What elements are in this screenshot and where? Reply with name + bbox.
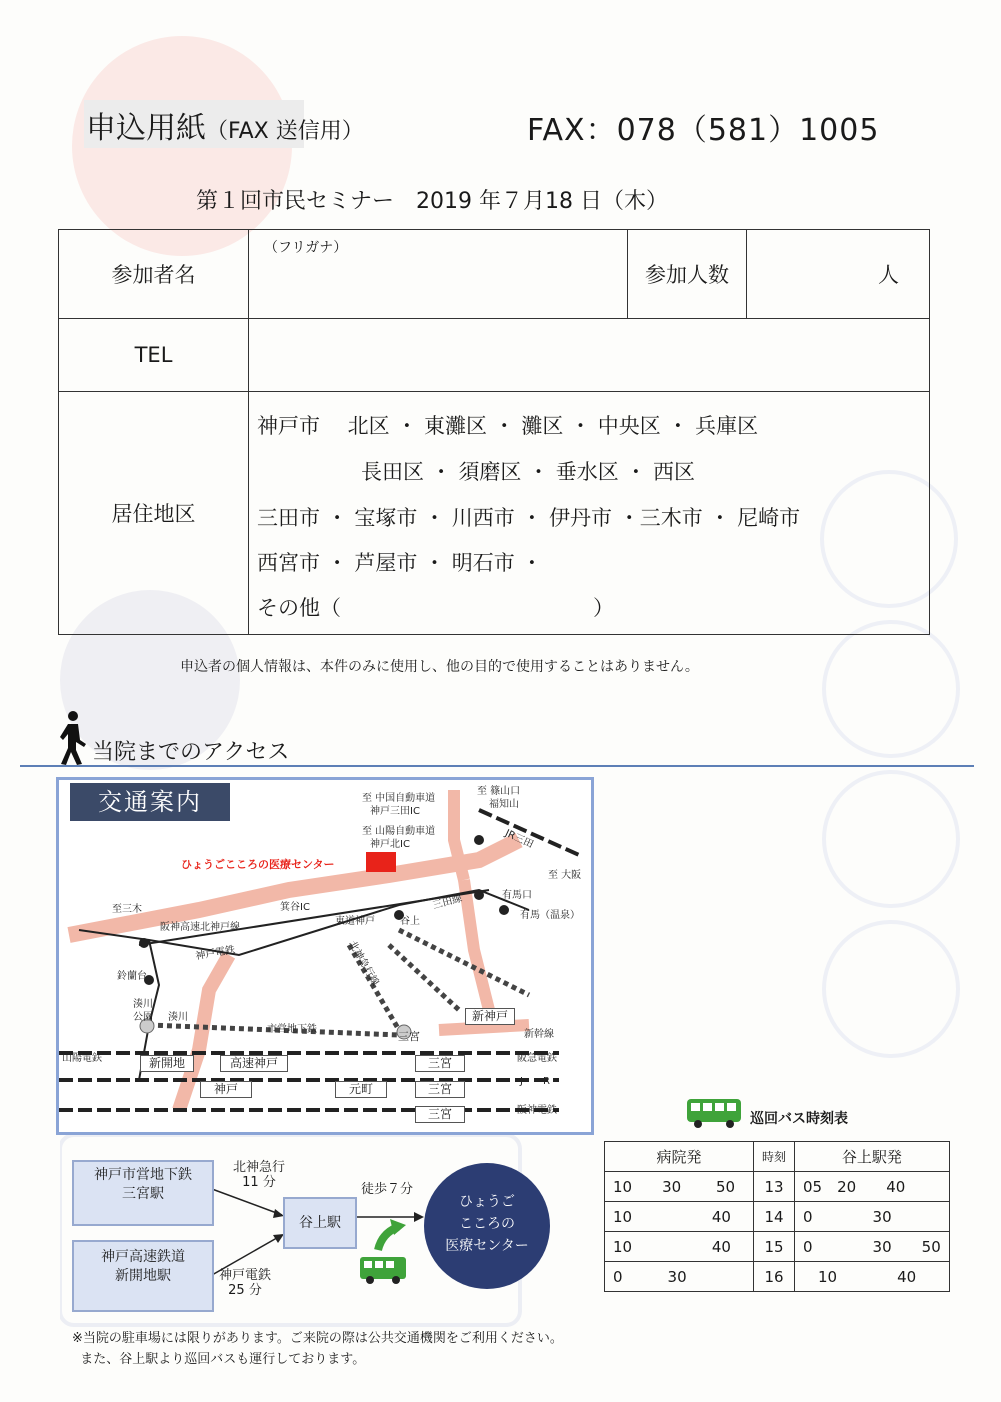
route-center-label: ひょうご こころの 医療センター: [445, 1194, 529, 1254]
map-station-sannomiya-jr: 三宮: [415, 1081, 465, 1098]
map-badge: 交通案内: [70, 783, 230, 821]
bus-timetable-label: 巡回バス時刻表: [750, 1111, 848, 1127]
page-title: [86, 103, 364, 147]
map-station-shin-kobe: 新神戸: [465, 1008, 515, 1025]
map-label-to-shinoyama: 至 篠山口: [477, 786, 521, 797]
route-walk-label: 徒歩７分: [360, 1182, 413, 1197]
furigana-label: （フリガナ）: [264, 240, 348, 256]
section-divider: [20, 765, 974, 767]
tt-cell: 10 40: [795, 1262, 950, 1292]
map-label-jr: J R: [520, 1076, 550, 1087]
tel-label: TEL: [59, 319, 249, 392]
map-station-shinkaichi: 新開地: [140, 1055, 194, 1072]
map-label-sanyo-dentetsu: 山陽電鉄: [62, 1053, 102, 1064]
table-row: [605, 1262, 950, 1292]
map-label-fukuchiyama: 福知山: [489, 799, 519, 810]
map-hospital-label: ひょうごこころの医療センター: [181, 858, 335, 871]
map-label-jr-sanda: JR三田: [503, 828, 535, 851]
map-label-hankyu: 阪急電鉄: [517, 1053, 557, 1064]
map-label-hanshin-dentetsu: 阪神電鉄: [517, 1105, 557, 1116]
map-label-tanigami: 谷上: [400, 916, 420, 927]
map-label-arima-onsen: 有馬（温泉）: [520, 910, 580, 921]
map-label-to-sanyo: 至 山陽自動車道: [362, 826, 436, 837]
map-label-kobe-dentetsu: 神戸電鉄: [194, 944, 236, 963]
map-label-sanda-line: 三田線: [431, 893, 464, 912]
map-label-minatogawa: 湊川: [168, 1012, 188, 1023]
tt-cell: 10 40: [605, 1232, 754, 1262]
route-center-circle: [424, 1163, 550, 1289]
title-sub: （FAX 送信用）: [206, 119, 364, 144]
area-option-other[interactable]: その他（ ）: [257, 596, 614, 620]
map-label-subway: 市営地下鉄: [267, 1024, 317, 1035]
map-label-shinkansen: 新幹線: [524, 1029, 554, 1040]
route-subway-box: 神戸市営地下鉄 三宮駅: [72, 1160, 214, 1226]
map-station-motomachi: 元町: [335, 1081, 387, 1098]
map-label-hanshin-kita: 阪神高速北神戸線: [160, 922, 240, 933]
tt-header-hospital: 病院発: [605, 1142, 754, 1172]
route-dentetsu-label: 神戸電鉄 25 分: [218, 1268, 271, 1298]
bus-timetable: [604, 1141, 950, 1292]
bg-circle-ring-3: [822, 770, 960, 908]
map-label-suzurandai: 鈴蘭台: [117, 971, 147, 982]
tt-header-tanigami: 谷上駅発: [795, 1142, 950, 1172]
map-label-sanda-ic: 神戸三田IC: [370, 806, 420, 817]
table-row: [605, 1202, 950, 1232]
map-label-to-osaka: 至 大阪: [548, 870, 582, 881]
route-kosoku-box: 神戸高速鉄道 新開地駅: [72, 1240, 214, 1312]
walking-person-icon: [56, 710, 90, 766]
area-option-kobe-2[interactable]: 長田区 ・ 須磨区 ・ 垂水区 ・ 西区: [361, 460, 696, 484]
footer-notes: [72, 1328, 563, 1370]
fax-number: FAX：078（581）1005: [527, 113, 880, 148]
tt-header-hour: 時刻: [754, 1142, 795, 1172]
table-row: [605, 1172, 950, 1202]
map-label-to-miki: 至三木: [112, 904, 142, 915]
map-label-park: 公園: [133, 1012, 153, 1023]
map-label-tosho-kobe: 東道神戸: [335, 916, 375, 927]
tt-cell: 0 30: [605, 1262, 754, 1292]
title-main: 申込用紙: [86, 111, 206, 146]
area-option-kobe[interactable]: 神戸市 北区 ・ 東灘区 ・ 灘区 ・ 中央区 ・ 兵庫区: [257, 414, 759, 438]
bg-circle-ring-4: [822, 920, 960, 1058]
route-tanigami-box: 谷上駅: [283, 1197, 357, 1249]
map-label-minatogawa-park-1: 湊川: [133, 999, 153, 1010]
note-shuttle: また、谷上駅より巡回バスも運行しております。: [80, 1352, 366, 1367]
tt-cell: 05 20 40: [795, 1172, 950, 1202]
count-label: 参加人数: [628, 230, 747, 319]
map-station-sannomiya-hanshin: 三宮: [415, 1106, 465, 1123]
map-station-sannomiya-hankyu: 三宮: [415, 1055, 465, 1072]
tt-cell: 0 30 50: [795, 1232, 950, 1262]
note-parking: ※当院の駐車場には限りがあります。ご来院の際は公共交通機関をご利用ください。: [72, 1331, 563, 1346]
map-station-kosoku-kobe: 高速神戸: [220, 1055, 288, 1072]
route-hokushin-label: 北神急行 11 分: [232, 1160, 285, 1190]
map-label-arimaguchi: 有馬口: [502, 890, 532, 901]
tt-cell: 14: [754, 1202, 795, 1232]
map-label-minotani-ic: 箕谷IC: [280, 902, 310, 913]
count-unit: 人: [878, 263, 899, 287]
tt-cell: 10 30 50: [605, 1172, 754, 1202]
map-station-kobe: 神戸: [200, 1081, 252, 1098]
bus-icon: [686, 1097, 742, 1129]
table-row: [605, 1232, 950, 1262]
area-option-cities-2[interactable]: 西宮市 ・ 芦屋市 ・ 明石市 ・: [257, 551, 543, 575]
bg-circle-ring-2: [822, 620, 960, 758]
tel-field[interactable]: [249, 319, 930, 392]
count-field[interactable]: [747, 230, 930, 319]
area-label: 居住地区: [59, 392, 249, 635]
access-title: 当院までのアクセス: [92, 740, 290, 765]
tt-cell: 10 40: [605, 1202, 754, 1232]
participant-label: 参加者名: [59, 230, 249, 319]
map-label-to-chugoku: 至 中国自動車道: [362, 793, 436, 804]
tt-cell: 15: [754, 1232, 795, 1262]
privacy-note: 申込者の個人情報は、本件のみに使用し、他の目的で使用することはありません。: [180, 659, 699, 675]
seminar-line: 第１回市民セミナー 2019 年７月18 日（木）: [196, 189, 668, 214]
tt-cell: 0 30: [795, 1202, 950, 1232]
map-label-hokushin-line: 北神急行線: [346, 939, 381, 988]
map-label-sannomiya-subway: 三宮: [398, 1030, 420, 1043]
area-option-cities[interactable]: 三田市 ・ 宝塚市 ・ 川西市 ・ 伊丹市 ・三木市 ・ 尼崎市: [257, 506, 801, 530]
map-label-kitakobe-ic: 神戸北IC: [370, 839, 410, 850]
tt-cell: 16: [754, 1262, 795, 1292]
tt-cell: 13: [754, 1172, 795, 1202]
